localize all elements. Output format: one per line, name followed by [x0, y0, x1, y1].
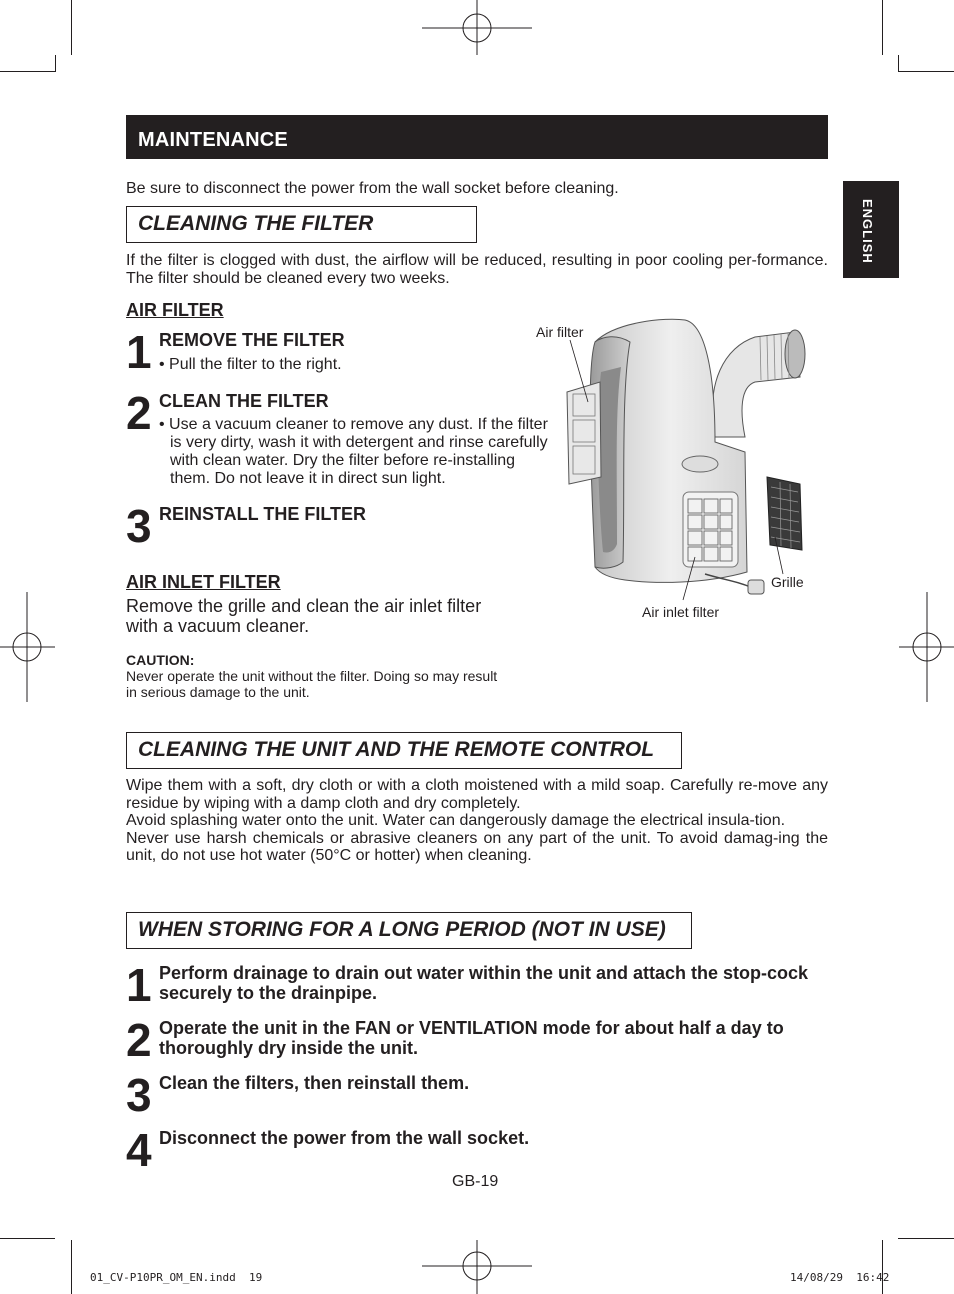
print-date: 14/08/29 16:42 [790, 1271, 890, 1284]
storing-step-text: Disconnect the power from the wall socket. [159, 1128, 530, 1148]
air-filter-callout: Air filter [536, 324, 584, 340]
cleaning-unit-heading: CLEANING THE UNIT AND THE REMOTE CONTROL [138, 738, 655, 761]
cleaning-filter-text: If the filter is clogged with dust, the airflow will be reduced, resulting in poor cooling per-formance. The filter should be cleaned every two weeks. [126, 252, 828, 287]
air-conditioner-illustration [555, 312, 830, 612]
step-number: 1 [126, 959, 152, 1011]
cleaning-unit-paragraph: Avoid splashing water onto the unit. Water can dangerously damage the electrical insula-tion. [126, 812, 786, 829]
cleaning-unit-paragraph: Never use harsh chemicals or abrasive cleaners on any part of the unit. To avoid damag-ing the unit, do not use hot water (50°C or hotter) when cleaning. [126, 829, 828, 864]
storing-step-text: Operate the unit in the FAN or VENTILATION mode for about half a day to thoroughly dry inside the unit. [159, 1018, 784, 1058]
section-header-bar [126, 115, 828, 159]
air-inlet-filter-callout: Air inlet filter [642, 604, 720, 620]
air-filter-heading: AIR FILTER [126, 300, 224, 320]
step-title: CLEAN THE FILTER [159, 391, 329, 411]
step-title: REMOVE THE FILTER [159, 330, 345, 350]
storing-heading-box [126, 912, 692, 949]
step-text: • Use a vacuum cleaner to remove any dust. If the filter is very dirty, wash it with detergent and rinse carefully with clean water. Dry the filter before re-installing them. Do not leave it in direct sun light. [159, 416, 548, 487]
caution-title: CAUTION: [126, 652, 195, 668]
file-name: 01_CV-P10PR_OM_EN.indd 19 [90, 1271, 263, 1284]
cleaning-unit-paragraph: Wipe them with a soft, dry cloth or with a cloth moistened with a mild soap. Carefully re-move any residue by wiping with a damp cloth and dry completely. [126, 777, 828, 812]
air-inlet-filter-text: Remove the grille and clean the air inlet filter with a vacuum cleaner. [126, 596, 482, 636]
language-tab [843, 181, 899, 278]
step-number: 3 [126, 500, 152, 552]
page-number: GB-19 [452, 1173, 499, 1190]
cleaning-filter-heading-box [126, 206, 477, 243]
step-number: 1 [126, 326, 152, 378]
intro-text: Be sure to disconnect the power from the wall socket before cleaning. [126, 180, 619, 197]
step-number: 4 [126, 1124, 152, 1176]
step-title: REINSTALL THE FILTER [159, 504, 366, 524]
step-number: 2 [126, 387, 152, 439]
cleaning-unit-text [126, 777, 828, 865]
storing-step-text: Clean the filters, then reinstall them. [159, 1073, 470, 1093]
grille-callout: Grille [771, 574, 804, 590]
air-inlet-filter-heading: AIR INLET FILTER [126, 572, 281, 592]
cleaning-filter-heading: CLEANING THE FILTER [138, 212, 374, 235]
page-title: MAINTENANCE [138, 129, 288, 151]
language-tab-label: ENGLISH [860, 199, 875, 264]
step-number: 3 [126, 1069, 152, 1121]
step-number: 2 [126, 1014, 152, 1066]
caution-text: Never operate the unit without the filter. Doing so may result in serious damage to the unit. [126, 668, 498, 700]
storing-heading: WHEN STORING FOR A LONG PERIOD (NOT IN USE) [138, 918, 666, 941]
storing-step-text: Perform drainage to drain out water within the unit and attach the stop-cock securely to the drainpipe. [159, 963, 809, 1003]
step-text: • Pull the filter to the right. [159, 356, 342, 373]
cleaning-unit-heading-box [126, 732, 682, 769]
